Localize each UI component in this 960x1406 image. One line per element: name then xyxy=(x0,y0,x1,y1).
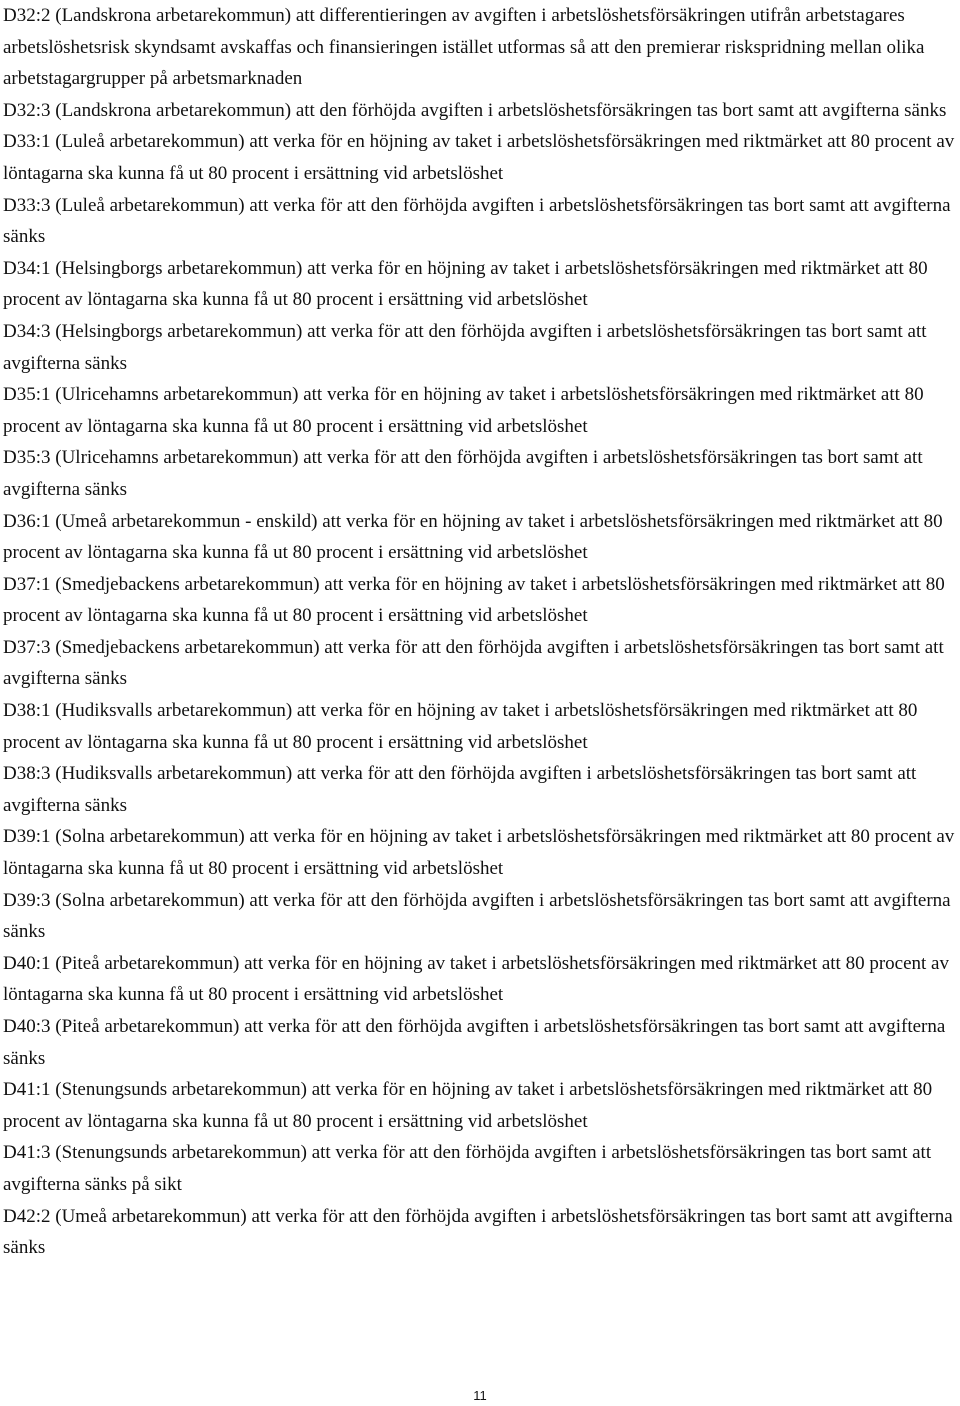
motion-d33-1: D33:1 (Luleå arbetarekommun) att verka för en höjning av taket i arbetslöshetsförsäkringen med riktmärket att 80 procent av löntagarna ska kunna få ut 80 procent i ersättning vid arbetslöshet xyxy=(3,131,955,184)
motion-d39-1: D39:1 (Solna arbetarekommun) att verka för en höjning av taket i arbetslöshetsförsäkringen med riktmärket att 80 procent av löntagarna ska kunna få ut 80 procent i ersättning vid arbetslöshet xyxy=(3,826,955,880)
motion-d40-1: D40:1 (Piteå arbetarekommun) att verka för en höjning av taket i arbetslöshetsförsäkringen med riktmärket att 80 procent av löntagarna ska kunna få ut 80 procent i ersättning vid arbetslöshet xyxy=(3,952,949,1006)
motion-d35-1: D35:1 (Ulricehamns arbetarekommun) att verka för en höjning av taket i arbetslöshetsförsäkringen med riktmärket att 80 procent av löntagarna ska kunna få ut 80 procent i ersättning vid arbetslöshet xyxy=(3,384,924,437)
document-body xyxy=(3,0,958,1264)
motion-d41-3: D41:3 (Stenungsunds arbetarekommun) att verka för att den förhöjda avgiften i arbetslöshetsförsäkringen tas bort samt att avgifterna sänks på sikt xyxy=(3,1142,932,1195)
motion-d38-3: D38:3 (Hudiksvalls arbetarekommun) att verka för att den förhöjda avgiften i arbetslöshetsförsäkringen tas bort samt att avgifterna sänks xyxy=(3,763,917,816)
motion-d36-1: D36:1 (Umeå arbetarekommun - enskild) att verka för en höjning av taket i arbetslöshetsförsäkringen med riktmärket att 80 procent av löntagarna ska kunna få ut 80 procent i ersättning vid arbetslöshet xyxy=(3,510,943,564)
motion-d42-2: D42:2 (Umeå arbetarekommun) att verka för att den förhöjda avgiften i arbetslöshetsförsäkringen tas bort samt att avgifterna sänks xyxy=(3,1205,953,1259)
motion-d33-3: D33:3 (Luleå arbetarekommun) att verka för att den förhöjda avgiften i arbetslöshetsförsäkringen tas bort samt att avgifterna sänks xyxy=(3,194,951,248)
motion-d38-1: D38:1 (Hudiksvalls arbetarekommun) att verka för en höjning av taket i arbetslöshetsförsäkringen med riktmärket att 80 procent av löntagarna ska kunna få ut 80 procent i ersättning vid arbetslöshet xyxy=(3,700,918,753)
motion-d41-1: D41:1 (Stenungsunds arbetarekommun) att verka för en höjning av taket i arbetslöshetsförsäkringen med riktmärket att 80 procent av löntagarna ska kunna få ut 80 procent i ersättning vid arbetslöshet xyxy=(3,1079,933,1132)
motion-d40-3: D40:3 (Piteå arbetarekommun) att verka för att den förhöjda avgiften i arbetslöshetsförsäkringen tas bort samt att avgifterna sänks xyxy=(3,1016,946,1069)
motion-d32-2: D32:2 (Landskrona arbetarekommun) att differentieringen av avgiften i arbetslöshetsförsäkringen utifrån arbetstagares arbetslöshetsrisk skyndsamt avskaffas och finansieringen istället utformas så att den premierar riskspridning mellan olika arbetstagargrupper på arbetsmarknaden xyxy=(3,5,925,90)
motion-d34-3: D34:3 (Helsingborgs arbetarekommun) att verka för att den förhöjda avgiften i arbetslöshetsförsäkringen tas bort samt att avgifterna sänks xyxy=(3,320,927,374)
motion-d39-3: D39:3 (Solna arbetarekommun) att verka för att den förhöjda avgiften i arbetslöshetsförsäkringen tas bort samt att avgifterna sänks xyxy=(3,889,951,943)
motion-d34-1: D34:1 (Helsingborgs arbetarekommun) att verka för en höjning av taket i arbetslöshetsförsäkringen med riktmärket att 80 procent av löntagarna ska kunna få ut 80 procent i ersättning vid arbetslöshet xyxy=(3,257,928,311)
motion-d37-1: D37:1 (Smedjebackens arbetarekommun) att verka för en höjning av taket i arbetslöshetsförsäkringen med riktmärket att 80 procent av löntagarna ska kunna få ut 80 procent i ersättning vid arbetslöshet xyxy=(3,573,945,627)
motion-d32-3: D32:3 (Landskrona arbetarekommun) att den förhöjda avgiften i arbetslöshetsförsäkringen tas bort samt att avgifterna sänks xyxy=(3,99,947,121)
motion-d35-3: D35:3 (Ulricehamns arbetarekommun) att verka för att den förhöjda avgiften i arbetslöshetsförsäkringen tas bort samt att avgifterna sänks xyxy=(3,447,923,500)
page-number: 11 xyxy=(473,1388,487,1403)
motion-d37-3: D37:3 (Smedjebackens arbetarekommun) att verka för att den förhöjda avgiften i arbetslöshetsförsäkringen tas bort samt att avgifterna sänks xyxy=(3,636,944,690)
